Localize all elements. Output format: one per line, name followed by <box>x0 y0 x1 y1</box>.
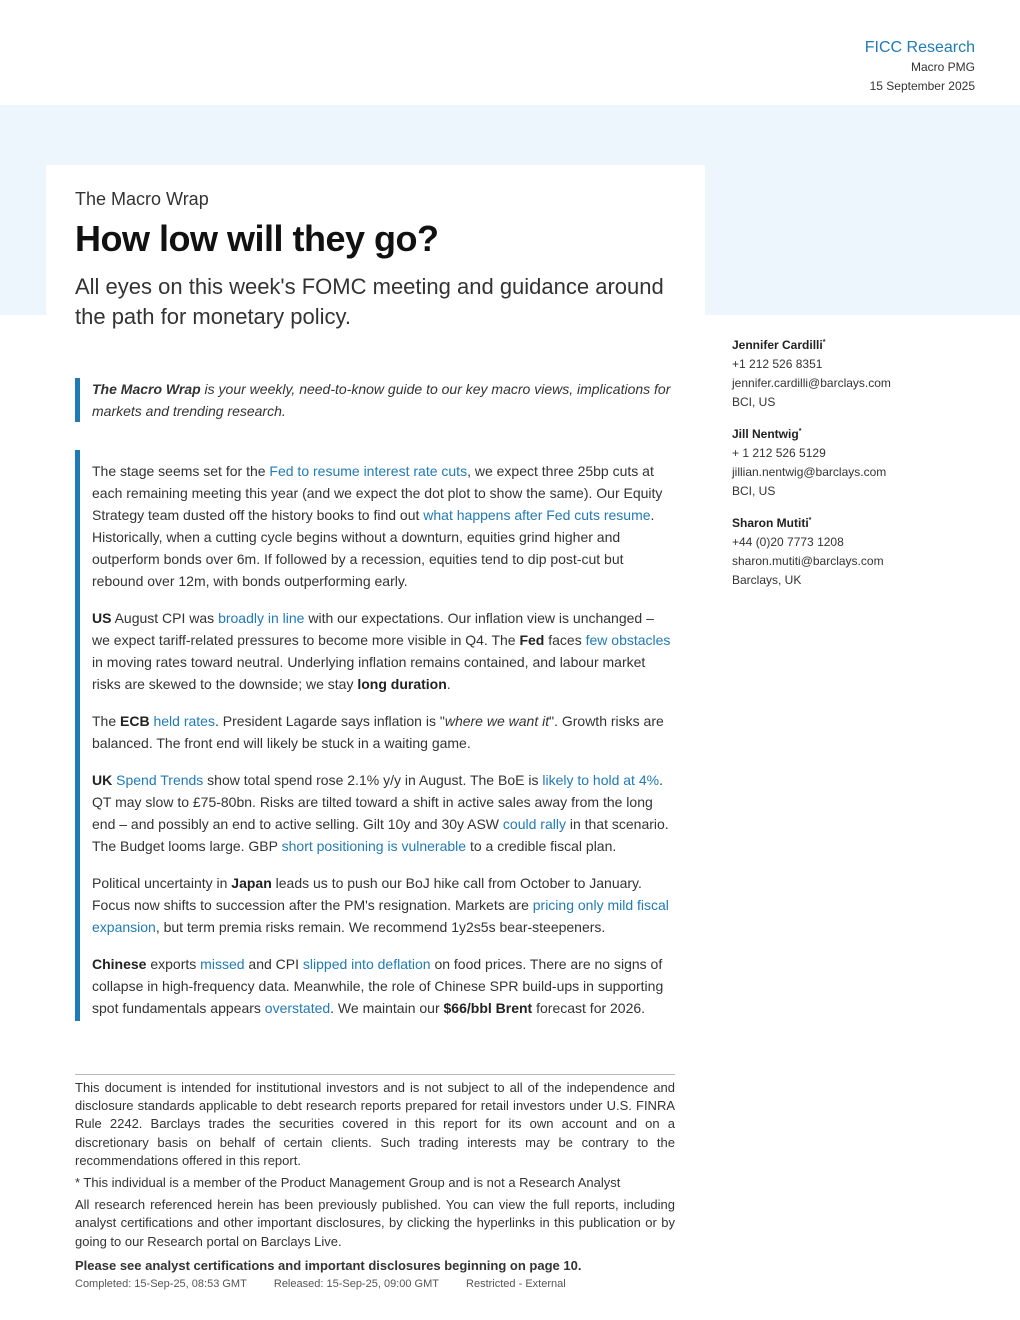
author-phone: +1 212 526 8351 <box>732 357 823 371</box>
body-text: forecast for 2026. <box>532 1000 646 1016</box>
body-paragraph <box>92 710 675 754</box>
emphasis-text: US <box>92 610 112 626</box>
body-text: , but term premia risks remain. We recommend 1y2s5s bear-steepeners. <box>155 919 606 935</box>
research-link[interactable]: Fed to resume interest rate cuts <box>269 463 468 479</box>
author-entity: BCI, US <box>732 484 776 498</box>
body-text: . Historically, when a cutting cycle begins without a downturn, equities grind higher and outperform bonds over 6m. If followed by a recession, equities tend to dip post-cut but rebound over 12m, with bonds outperforming early. <box>92 507 655 589</box>
body-paragraph <box>92 769 675 857</box>
author-entity: Barclays, UK <box>732 573 802 587</box>
disclaimer-referenced: All research referenced herein has been previously published. You can view the full reports, including analyst certifications and other important disclosures, by clicking the hyperlinks in this publication or by going to our Research portal on Barclays Live. <box>75 1197 675 1249</box>
disclaimer-text: This document is intended for institutional investors and is not subject to all of the independence and disclosure standards applicable to debt research reports prepared for retail investors under U.S. FINRA Rule 2242. Barclays trades the securities covered in this report for its own account and on a discretionary basis on behalf of certain clients. Such trading interests may be contrary to the recommendations offered in this report. <box>75 1080 675 1168</box>
body-text: with our expectations. Our inflation view is unchanged – we expect tariff-related pressures to become more visible in Q4. The <box>92 610 654 648</box>
emphasis-text: ECB <box>120 713 150 729</box>
brand-label: FICC Research <box>864 39 975 56</box>
report-header <box>865 38 975 96</box>
body-text: faces <box>544 632 586 648</box>
author-name: Sharon Mutiti <box>732 516 809 530</box>
body-text: exports <box>146 956 201 972</box>
research-link[interactable]: Spend Trends <box>116 772 204 788</box>
author-card <box>732 511 992 590</box>
body-text: . QT may slow to £75-80bn. Risks are tilted toward a shift in active sales away from the long end – and possibly an end to active selling. Gilt 10y and 30y ASW <box>92 772 663 832</box>
emphasis-text: long duration <box>357 676 447 692</box>
body-paragraph <box>92 953 675 1019</box>
group-label: Macro PMG <box>910 60 975 74</box>
research-link[interactable]: slipped into deflation <box>302 956 431 972</box>
author-card <box>732 333 992 412</box>
body-text: . <box>446 676 451 692</box>
page-subtitle: All eyes on this week's FOMC meeting and guidance around the path for monetary policy. <box>75 274 664 329</box>
research-link[interactable]: held rates <box>153 713 215 729</box>
emphasis-text: Chinese <box>92 956 147 972</box>
author-email[interactable]: jennifer.cardilli@barclays.com <box>732 376 891 390</box>
body-text: to a credible fiscal plan. <box>466 838 617 854</box>
author-entity: BCI, US <box>732 395 776 409</box>
completed-time: Completed: 15-Sep-25, 08:53 GMT <box>75 1278 247 1291</box>
released-time: Released: 15-Sep-25, 09:00 GMT <box>273 1278 439 1291</box>
series-kicker: The Macro Wrap <box>75 189 209 209</box>
body-text: The stage seems set for the <box>92 463 270 479</box>
body-text: in moving rates toward neutral. Underlying inflation remains contained, and labour market risks are skewed to the downside; we stay <box>92 654 646 692</box>
restriction-label: Restricted - External <box>466 1278 566 1291</box>
author-name: Jill Nentwig <box>732 427 799 441</box>
body-text: ". Growth risks are balanced. The front end will likely be stuck in a waiting game. <box>92 713 664 751</box>
release-meta <box>75 1275 675 1293</box>
body-text: The <box>92 713 121 729</box>
disclaimer-footnote: * This individual is a member of the Product Management Group and is not a Research Analyst <box>75 1175 621 1191</box>
body-text: in that scenario. The Budget looms large. GBP <box>92 816 669 854</box>
author-phone: +44 (0)20 7773 1208 <box>732 535 844 549</box>
author-email[interactable]: jillian.nentwig@barclays.com <box>732 465 887 479</box>
research-link[interactable]: few obstacles <box>585 632 671 648</box>
author-mark: * <box>798 428 802 435</box>
research-link[interactable]: what happens after Fed cuts resume <box>423 507 651 523</box>
intro-text: is your weekly, need-to-know guide to our key macro views, implications for markets and trending research. <box>92 381 671 419</box>
author-email[interactable]: sharon.mutiti@barclays.com <box>732 554 884 568</box>
research-link[interactable]: pricing only mild fiscal expansion <box>92 897 669 935</box>
body-text: on food prices. There are no signs of collapse in high-frequency data. Meanwhile, the role of Chinese SPR build-ups in supporting spot fundamentals appears <box>92 956 664 1016</box>
body-paragraph <box>92 460 675 592</box>
emphasis-text: UK <box>92 772 113 788</box>
author-list <box>732 333 992 600</box>
research-link[interactable]: overstated <box>264 1000 331 1016</box>
body-text: show total spend rose 2.1% y/y in August. The BoE is <box>203 772 543 788</box>
disclaimer <box>75 1074 675 1293</box>
body-text: and CPI <box>244 956 303 972</box>
report-date: 15 September 2025 <box>869 79 975 93</box>
quote-text: where we want it <box>444 713 550 729</box>
intro-bold: The Macro Wrap <box>92 381 201 397</box>
body-text: . President Lagarde says inflation is " <box>214 713 445 729</box>
body-text: . We maintain our <box>330 1000 444 1016</box>
body-text: leads us to push our BoJ hike call from October to January. Focus now shifts to succession after the PM's resignation. Markets are <box>92 875 642 913</box>
intro-callout <box>75 378 675 422</box>
page-title: How low will they go? <box>75 218 439 259</box>
author-card <box>732 422 992 501</box>
research-link[interactable]: short positioning is vulnerable <box>281 838 467 854</box>
body-paragraph <box>92 607 675 695</box>
disclosures-note: Please see analyst certifications and important disclosures beginning on page 10. <box>75 1257 582 1273</box>
emphasis-text: Fed <box>519 632 545 648</box>
body-text: Political uncertainty in <box>92 875 232 891</box>
research-link[interactable]: broadly in line <box>218 610 305 626</box>
emphasis-text: $66/bbl Brent <box>443 1000 533 1016</box>
body-text: August CPI was <box>111 610 219 626</box>
author-mark: * <box>822 339 826 346</box>
research-link[interactable]: could rally <box>502 816 566 832</box>
author-phone: + 1 212 526 5129 <box>732 446 826 460</box>
author-mark: * <box>808 517 812 524</box>
body-paragraph <box>92 872 675 938</box>
research-link[interactable]: likely to hold at 4% <box>542 772 660 788</box>
research-link[interactable]: missed <box>200 956 245 972</box>
body-text: , we expect three 25bp cuts at each remaining meeting this year (and we expect the dot plot to show the same). Our Equity Strategy team dusted off the history books to find out <box>92 463 663 523</box>
emphasis-text: Japan <box>231 875 272 891</box>
main-body <box>75 450 675 1021</box>
author-name: Jennifer Cardilli <box>732 338 823 352</box>
